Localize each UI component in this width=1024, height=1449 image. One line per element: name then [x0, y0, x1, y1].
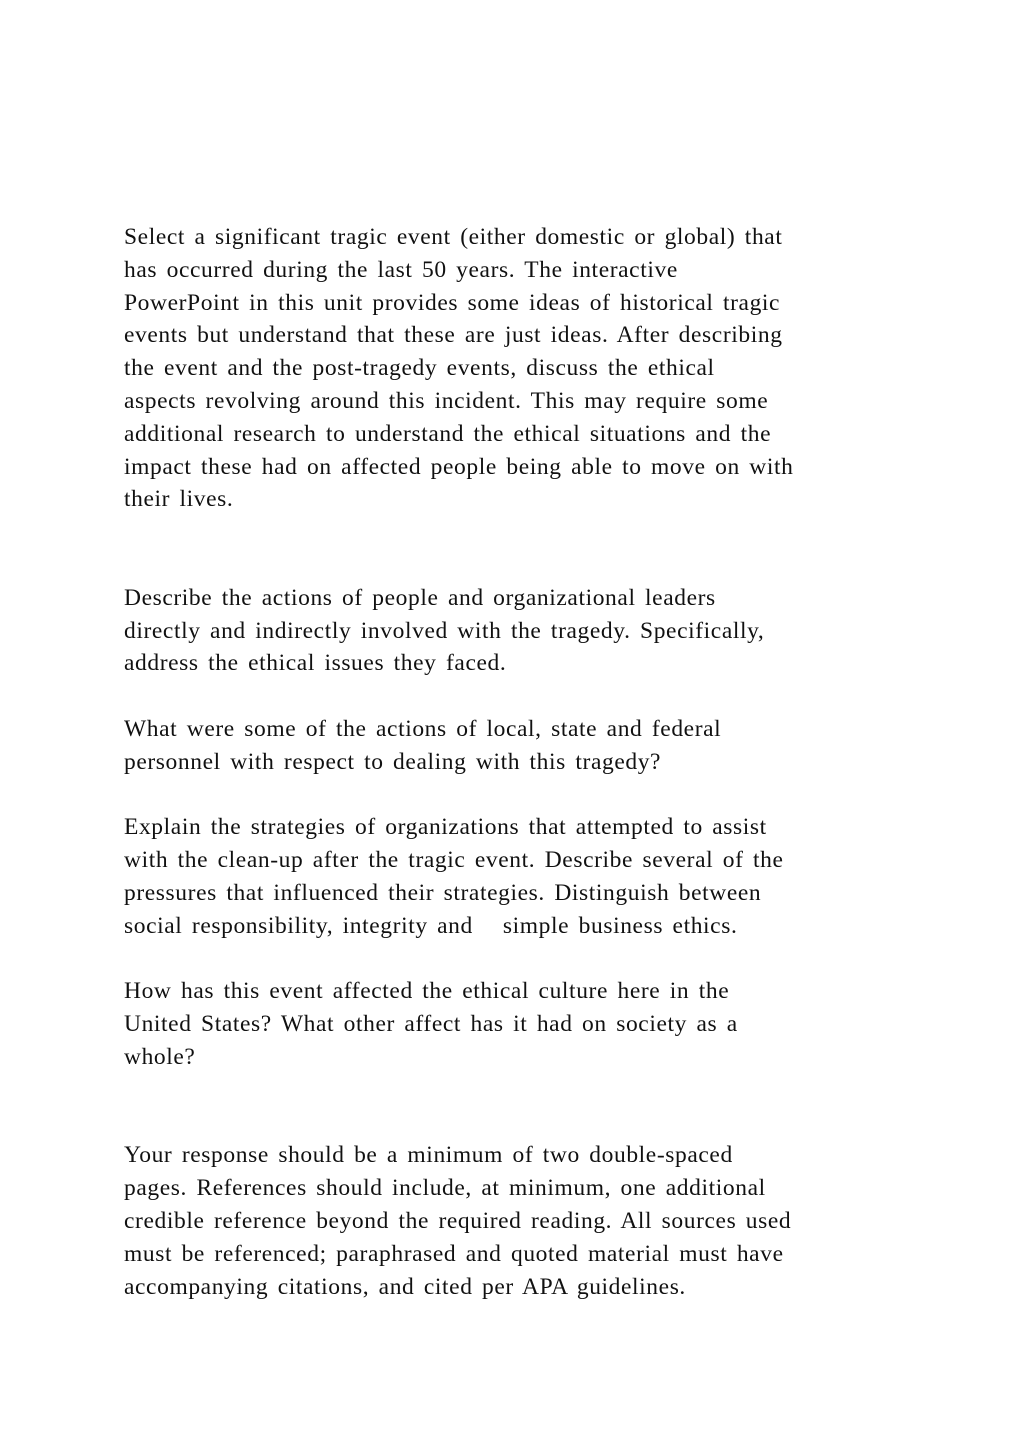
paragraph-culture — [124, 975, 904, 1073]
text-line: events but understand that these are just ideas. After describing — [124, 322, 783, 349]
text-line: pages. References should include, at minimum, one additional — [124, 1175, 766, 1202]
text-line: directly and indirectly involved with the tragedy. Specifically, — [124, 617, 765, 644]
text-line: How has this event affected the ethical culture here in the — [124, 978, 730, 1005]
text-line — [124, 910, 904, 943]
text-line: What were some of the actions of local, state and federal — [124, 715, 722, 742]
paragraph-spacer — [124, 680, 904, 713]
paragraph-actions — [124, 582, 904, 680]
paragraph-requirements — [124, 1139, 904, 1303]
paragraph-spacer — [124, 516, 904, 582]
text-line: Explain the strategies of organizations that attempted to assist — [124, 814, 767, 841]
paragraph-spacer — [124, 943, 904, 976]
text-line: accompanying citations, and cited per APA guidelines. — [124, 1273, 686, 1300]
text-line: must be referenced; paraphrased and quoted material must have — [124, 1240, 784, 1267]
text-line: additional research to understand the ethical situations and the — [124, 420, 772, 447]
text-line: United States? What other affect has it had on society as a — [124, 1011, 738, 1038]
text-line: their lives. — [124, 486, 234, 513]
text-line: pressures that influenced their strategies. Distinguish between — [124, 879, 762, 906]
paragraph-spacer — [124, 779, 904, 812]
text-segment: simple business ethics. — [502, 912, 738, 939]
document-body — [124, 221, 904, 1303]
text-line: PowerPoint in this unit provides some ideas of historical tragic — [124, 289, 781, 316]
text-line: has occurred during the last 50 years. The interactive — [124, 256, 678, 283]
text-line: credible reference beyond the required reading. All sources used — [124, 1207, 792, 1234]
text-line: Select a significant tragic event (either domestic or global) that — [124, 224, 783, 250]
text-line: impact these had on affected people being able to move on with — [124, 453, 794, 480]
text-line: the event and the post-tragedy events, discuss the ethical — [124, 355, 715, 382]
text-line: address the ethical issues they faced. — [124, 650, 507, 677]
text-segment: social responsibility, integrity and — [124, 912, 473, 939]
text-line: Describe the actions of people and organizational leaders — [124, 584, 716, 611]
text-line: personnel with respect to dealing with this tragedy? — [124, 748, 662, 775]
text-line: with the clean-up after the tragic event. Describe several of the — [124, 847, 784, 874]
paragraph-personnel — [124, 713, 904, 779]
text-line: Your response should be a minimum of two double-spaced — [124, 1142, 733, 1169]
paragraph-strategies — [124, 811, 904, 942]
paragraph-intro — [124, 221, 904, 516]
text-line: aspects revolving around this incident. This may require some — [124, 387, 769, 414]
text-line: whole? — [124, 1043, 196, 1070]
paragraph-spacer — [124, 1074, 904, 1140]
